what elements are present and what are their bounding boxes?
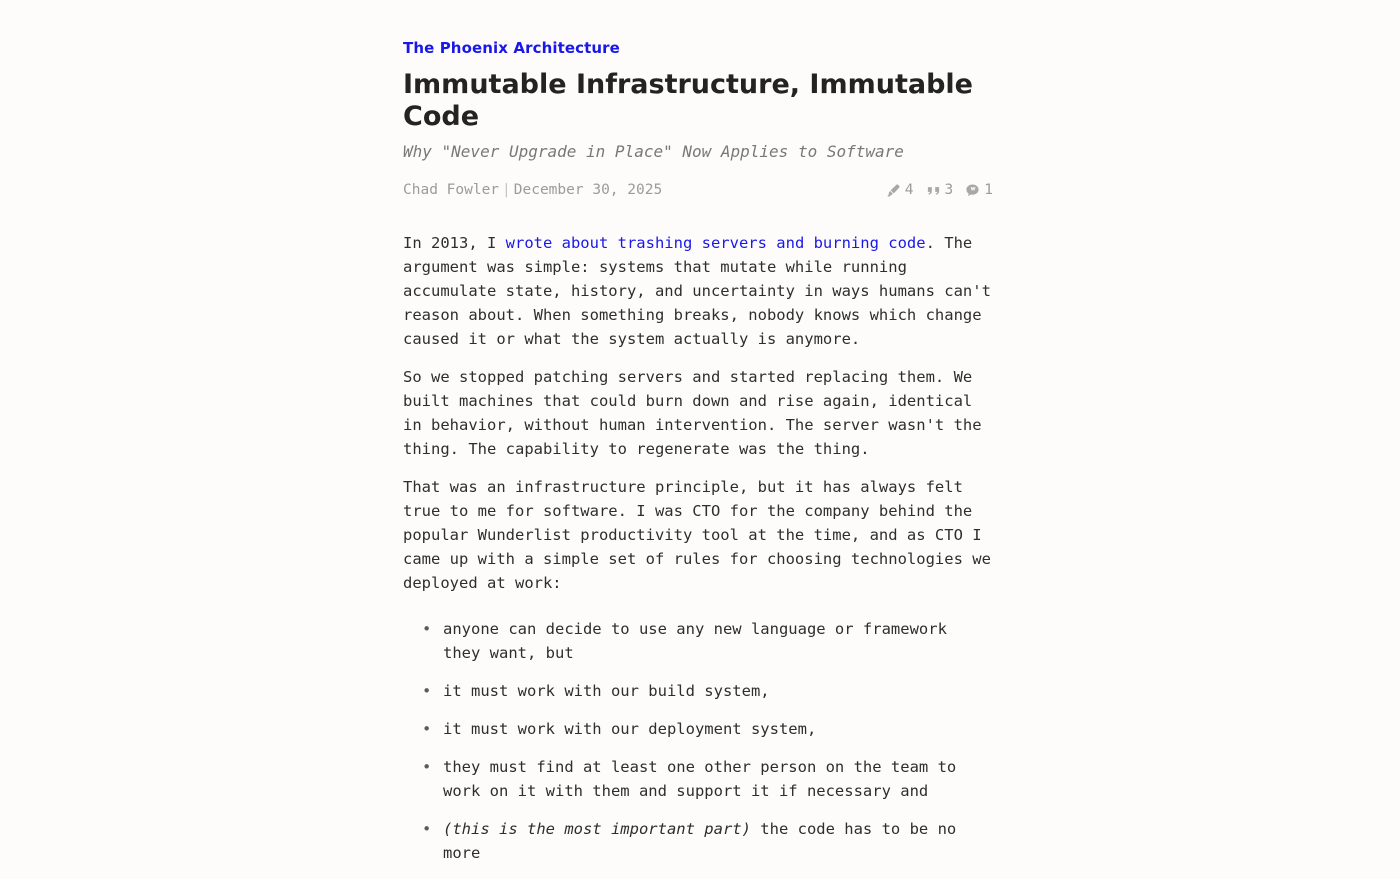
article-body xyxy=(403,231,993,865)
publish-date: December 30, 2025 xyxy=(513,182,663,198)
article-column xyxy=(403,0,993,879)
rules-list xyxy=(403,617,993,865)
byline-separator: | xyxy=(502,182,511,198)
paragraph-1-after: . The argument was simple: systems that mutate while running accumulate state, history, and uncertainty in ways humans can't reason about. When something breaks, nobody knows which change caused it or what the system actually is anymore. xyxy=(403,234,991,348)
list-item-emphasis: (this is the most important part) xyxy=(443,820,751,838)
highlight-count: 4 xyxy=(904,182,914,198)
list-item: • they must find at least one other person on the team to work on it with them and support it if necessary and xyxy=(403,755,993,803)
comment-icon xyxy=(965,183,980,198)
list-item: • it must work with our build system, xyxy=(403,679,993,703)
stat-comments[interactable] xyxy=(965,180,993,200)
paragraph-1-before: In 2013, I xyxy=(403,234,506,252)
series-kicker-link[interactable]: The Phoenix Architecture xyxy=(403,39,620,57)
page-title: Immutable Infrastructure, Immutable Code xyxy=(403,69,973,132)
list-item: • anyone can decide to use any new language or framework they want, but xyxy=(403,617,993,665)
byline-row xyxy=(403,180,993,200)
article-stats xyxy=(886,180,993,200)
quote-icon xyxy=(926,183,941,198)
quote-count: 3 xyxy=(944,182,954,198)
paragraph-1 xyxy=(403,231,993,351)
comment-count: 1 xyxy=(984,182,993,198)
paragraph-2: So we stopped patching servers and started replacing them. We built machines that could burn down and rise again, identical in behavior, without human intervention. The server wasn't the thing. The capability to regenerate was the thing. xyxy=(403,368,982,458)
list-item xyxy=(403,817,993,865)
byline xyxy=(403,180,662,200)
inline-article-link[interactable]: wrote about trashing servers and burning code xyxy=(505,234,926,252)
paragraph-3: That was an infrastructure principle, but it has always felt true to me for software. I was CTO for the company behind the popular Wunderlist productivity tool at the time, and as CTO I came up with a simple set of rules for choosing technologies we deployed at work: xyxy=(403,478,991,592)
list-item: • it must work with our deployment system, xyxy=(403,717,993,741)
stat-quotes[interactable] xyxy=(926,180,954,200)
stat-highlights[interactable] xyxy=(886,180,914,200)
author-name: Chad Fowler xyxy=(403,182,500,198)
list-item-text: the code has to be no more xyxy=(443,820,957,862)
highlight-icon xyxy=(886,183,901,198)
article-subtitle: Why "Never Upgrade in Place" Now Applies to Software xyxy=(403,142,904,161)
